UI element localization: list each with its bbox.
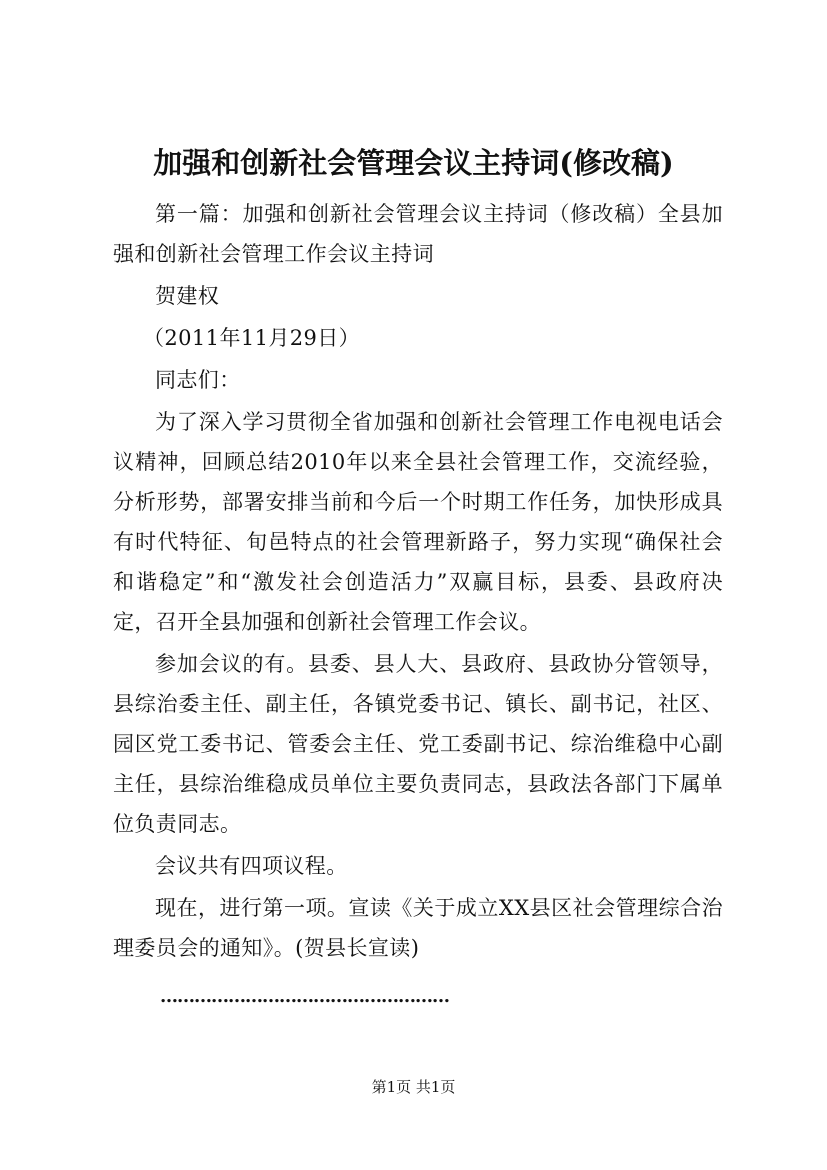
paragraph-heading: 第一篇：加强和创新社会管理会议主持词（修改稿）全县加强和创新社会管理工作会议主持词 bbox=[113, 202, 723, 266]
paragraph-author: 贺建权 bbox=[155, 284, 220, 308]
paragraph-item-one: 现在，进行第一项。宣读《关于成立XX县区社会管理综合治理委员会的通知》。(贺县长宣读) bbox=[113, 896, 723, 960]
page-footer: 第1页 共1页 bbox=[371, 1078, 456, 1096]
document-title: 加强和创新社会管理会议主持词(修改稿) bbox=[153, 146, 674, 180]
paragraph-attendees: 参加会议的有。县委、县人大、县政府、县政协分管领导，县综治委主任、副主任，各镇党委书记、镇长、副书记，社区、园区党工委书记、管委会主任、党工委副书记、综治维稳中心副主任，县综治维稳成员单位主要负责同志，县政法各部门下属单位负责同志。 bbox=[113, 652, 723, 836]
document-body bbox=[113, 194, 723, 970]
paragraph-date: （2011年11月29日） bbox=[143, 326, 361, 350]
paragraph-agenda: 会议共有四项议程。 bbox=[155, 854, 348, 878]
paragraph-purpose: 为了深入学习贯彻全省加强和创新社会管理工作电视电话会议精神，回顾总结2010年以来全县社会管理工作，交流经验，分析形势，部署安排当前和今后一个时期工作任务，加快形成具有时代特征、旬邑特点的社会管理新路子，努力实现“确保社会和谐稳定”和“激发社会创造活力”双赢目标，县委、县政府决定，召开全县加强和创新社会管理工作会议。 bbox=[113, 410, 723, 634]
dotted-separator: …………………………………………… bbox=[160, 986, 449, 1007]
paragraph-salutation: 同志们： bbox=[155, 368, 241, 392]
